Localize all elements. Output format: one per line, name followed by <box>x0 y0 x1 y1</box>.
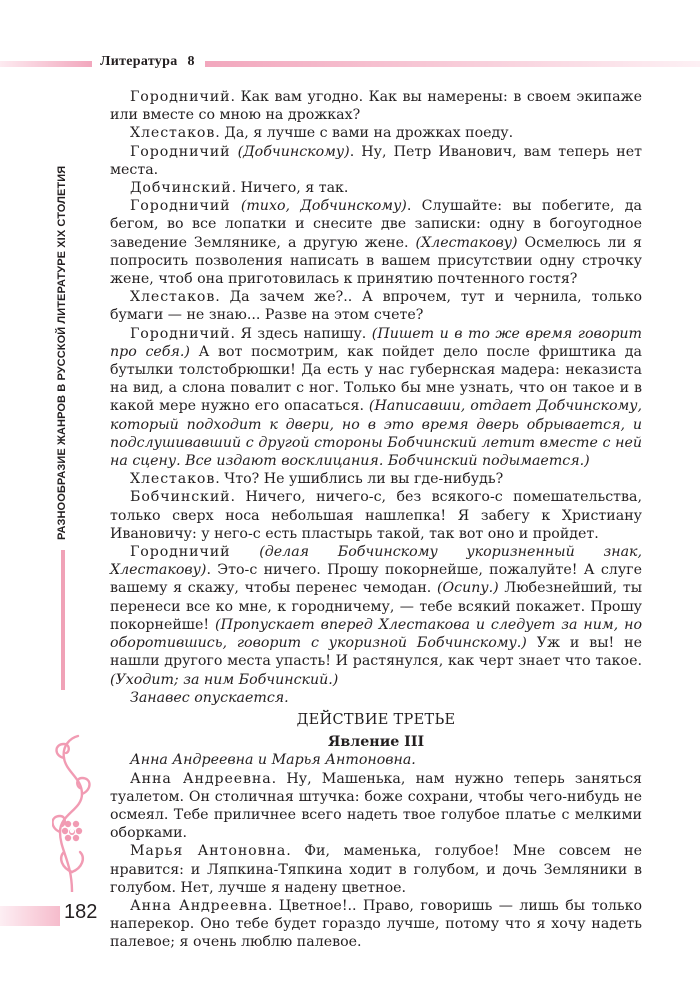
speaker-name: Городничий <box>130 544 231 561</box>
header-accent-bar-right <box>205 61 700 67</box>
speaker-name: Бобчинский <box>130 489 231 506</box>
stage-direction: (Осипу.) <box>437 580 499 597</box>
paragraph <box>110 325 642 471</box>
speech-text: . Ничего, ничего-с, без всякого-с помешательства, только сверх носа небольшая нашлепка! Я забегу к Христиану Ивановичу: у него-с есть пластырь такой, так вот оно и пройдет. <box>110 489 642 542</box>
play-text <box>110 88 642 952</box>
speech-text: Уж и вы! не нашли другого места упасть! И растянулся, как черт знает что такое. <box>110 635 642 670</box>
grade-number: 8 <box>187 54 195 69</box>
speech-text: . Слушайте: вы побегите, да бегом, во все лопатки и снесите две записки: одну в богоугодное заведение Землянике, а другую жене. <box>110 198 642 251</box>
stage-direction: (Пишет и в то же время говорит про себя.) <box>110 325 642 360</box>
speaker-name: Добчинский <box>130 180 232 197</box>
stage-direction: (тихо, Добчинскому) <box>240 198 407 215</box>
footer-accent-bar <box>0 906 60 926</box>
speech-text: . Ничего, я так. <box>231 180 349 197</box>
paragraph <box>110 842 642 897</box>
paragraph <box>110 488 642 543</box>
speech-text: А вот посмотрим, как пойдет дело после фриштика да бутылки толстобрюшки! Да есть у нас губернская мадера: неказиста на вид, а слона повалит с ног. Только бы мне узнать, что он такое и в какой мере нужно его опасаться. <box>110 343 642 415</box>
speech-text: . Ну, Машенька, нам нужно теперь заняться туалетом. Он столичная штучка: боже сохрани, чтобы чего-нибудь не осмеял. Тебе приличнее всего надеть твое голубое платье с мелкими оборками. <box>110 770 642 842</box>
speech-text <box>231 198 241 214</box>
speaker-name: Городничий <box>130 89 231 105</box>
speech-text: Осмелюсь ли я попросить позволения написать в вашем присутствии одну строчку жене, чтоб она приготовилась к принятию почтенного гостя? <box>110 234 642 288</box>
sidebar-accent-line <box>61 550 65 690</box>
stage-direction: (делая Бобчинскому укоризненный знак, Хлестакову) <box>110 544 643 579</box>
stage-direction: (Уходит; за ним Бобчинский.) <box>110 671 339 688</box>
speech-text: . Фи, маменька, голубое! Мне совсем не нравится: и Ляпкина-Тяпкина ходит в голубом, и дочь Земляники в голубом. Нет, лучше я надену цветное. <box>110 843 642 896</box>
paragraph <box>110 470 642 488</box>
speaker-name: Анна Андреевна <box>130 770 272 787</box>
stage-direction: Занавес опускается. <box>130 689 289 706</box>
paragraph <box>110 124 642 142</box>
paragraph <box>110 143 642 179</box>
section-title: РАЗНООБРАЗИЕ ЖАНРОВ В РУССКОЙ ЛИТЕРАТУРЕ XIX СТОЛЕТИЯ <box>56 165 68 540</box>
paragraph <box>110 897 642 952</box>
paragraph <box>110 179 642 197</box>
speech-text: . Что? Не ушиблись ли вы где-нибудь? <box>215 471 504 488</box>
stage-direction: (Добчинскому) <box>237 143 350 160</box>
speech-text: . Да зачем же?.. А впрочем, тут и чернила, только бумаги — не знаю... Разве на этом счете? <box>110 289 642 324</box>
speaker-name: Хлестаков <box>130 471 216 488</box>
speaker-name: Городничий <box>130 325 231 342</box>
scene-text-part-2 <box>110 770 642 952</box>
speech-text: . Как вам угодно. Как вы намерены: в своем экипаже или вместе со мною на дрожках? <box>110 89 642 124</box>
speaker-name: Городничий <box>130 198 231 215</box>
speech-text <box>231 144 238 160</box>
speaker-name: Хлестаков <box>130 125 216 142</box>
paragraph <box>110 197 642 288</box>
speaker-name: Хлестаков <box>130 289 216 306</box>
act-title: ДЕЙСТВИЕ ТРЕТЬЕ <box>296 711 456 728</box>
book-title: Литература <box>100 54 178 69</box>
page-number: 182 <box>64 901 98 923</box>
paragraph <box>110 88 642 124</box>
stage-direction: (Пропускает вперед Хлестакова и следует за ним, но оборотившись, говорит с укоризной Бобчинскому.) <box>110 616 643 652</box>
running-header <box>100 54 195 70</box>
paragraph <box>110 288 642 324</box>
speech-text <box>231 544 260 560</box>
speaker-name: Городничий <box>130 143 231 160</box>
paragraph <box>110 689 642 707</box>
stage-direction: (Хлестакову) <box>415 234 518 251</box>
speaker-name: Анна Андреевна <box>130 897 268 914</box>
scene-title: Явление III <box>327 734 425 751</box>
speech-text: Любезнейший, ты перенеси все ко мне, к городничему, — тебе всякий покажет. Прошу покорнейше! <box>110 580 642 633</box>
paragraph <box>110 770 642 843</box>
floral-ornament-icon <box>52 732 92 892</box>
stage-direction: (Написавши, отдает Добчинскому, который подходит к двери, но в это время дверь обрывается, и подслушивавший с другой стороны Бобчинский летит вместе с ней на сцену. Все издают восклицания. Бобчинский подымается.) <box>110 398 642 470</box>
speech-text: . Я здесь напишу. <box>230 325 372 342</box>
scene-text-part-1 <box>110 88 642 707</box>
speaker-name: Марья Антоновна <box>130 843 287 860</box>
speech-text: . Да, я лучше с вами на дрожках поеду. <box>215 125 514 142</box>
speech-text: . Ну, Петр Иванович, вам теперь нет места. <box>110 143 642 178</box>
speech-text: . Цветное!.. Право, говоришь — лишь бы только наперекор. Оно тебе будет гораздо лучше, потому что я хочу надеть палевое; я очень люблю палевое. <box>110 897 643 951</box>
paragraph <box>110 543 642 689</box>
scene-cast: Анна Андреевна и Марья Антоновна. <box>130 752 416 769</box>
header-accent-bar-left <box>0 61 92 67</box>
speech-text: . Это-с ничего. Прошу покорнейше, пожалуйте! А слуге вашему я скажу, чтобы перенес чемодан. <box>110 562 642 597</box>
